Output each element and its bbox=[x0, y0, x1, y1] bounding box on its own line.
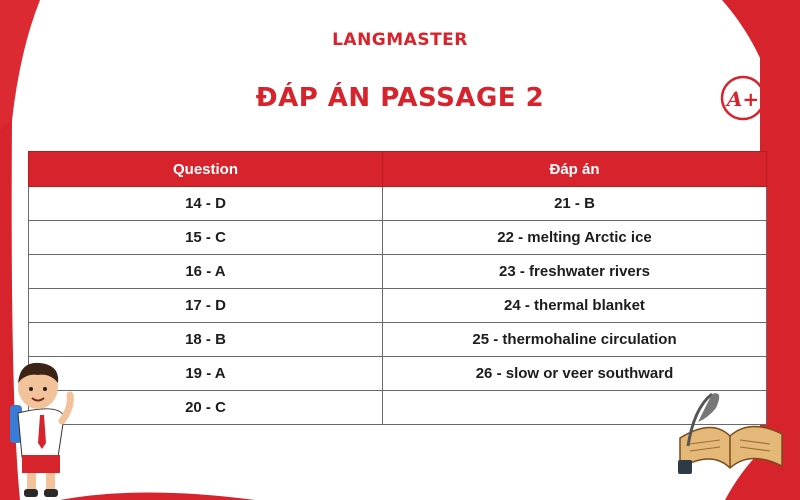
answer-cell: 24 - thermal blanket bbox=[383, 289, 767, 323]
answer-cell: 18 - B bbox=[29, 323, 383, 357]
answer-cell: 25 - thermohaline circulation bbox=[383, 323, 767, 357]
open-book-quill-illustration bbox=[672, 388, 790, 478]
table-row bbox=[29, 357, 767, 391]
table-row bbox=[29, 187, 767, 221]
answer-table bbox=[28, 151, 767, 425]
page-title: ĐÁP ÁN PASSAGE 2 bbox=[255, 83, 545, 113]
answer-cell: 19 - A bbox=[29, 357, 383, 391]
answer-cell: 14 - D bbox=[29, 187, 383, 221]
table-row bbox=[29, 323, 767, 357]
table-row bbox=[29, 221, 767, 255]
table-header-row bbox=[29, 152, 767, 187]
answer-cell: 20 - C bbox=[29, 391, 383, 425]
answer-cell: 26 - slow or veer southward bbox=[383, 357, 767, 391]
header-question: Question bbox=[29, 152, 383, 187]
answer-cell: 15 - C bbox=[29, 221, 383, 255]
table-row bbox=[29, 391, 767, 425]
grade-badge-text: A+ bbox=[726, 87, 760, 111]
answer-cell: 22 - melting Arctic ice bbox=[383, 221, 767, 255]
table-row bbox=[29, 289, 767, 323]
table-row bbox=[29, 255, 767, 289]
answer-cell: 21 - B bbox=[383, 187, 767, 221]
student-illustration bbox=[0, 355, 80, 500]
brand-logo: LANGMASTER bbox=[332, 30, 468, 50]
header-answer: Đáp án bbox=[383, 152, 767, 187]
answer-cell: 16 - A bbox=[29, 255, 383, 289]
answer-cell: 23 - freshwater rivers bbox=[383, 255, 767, 289]
answer-cell: 17 - D bbox=[29, 289, 383, 323]
grade-a-plus-icon bbox=[718, 73, 768, 123]
